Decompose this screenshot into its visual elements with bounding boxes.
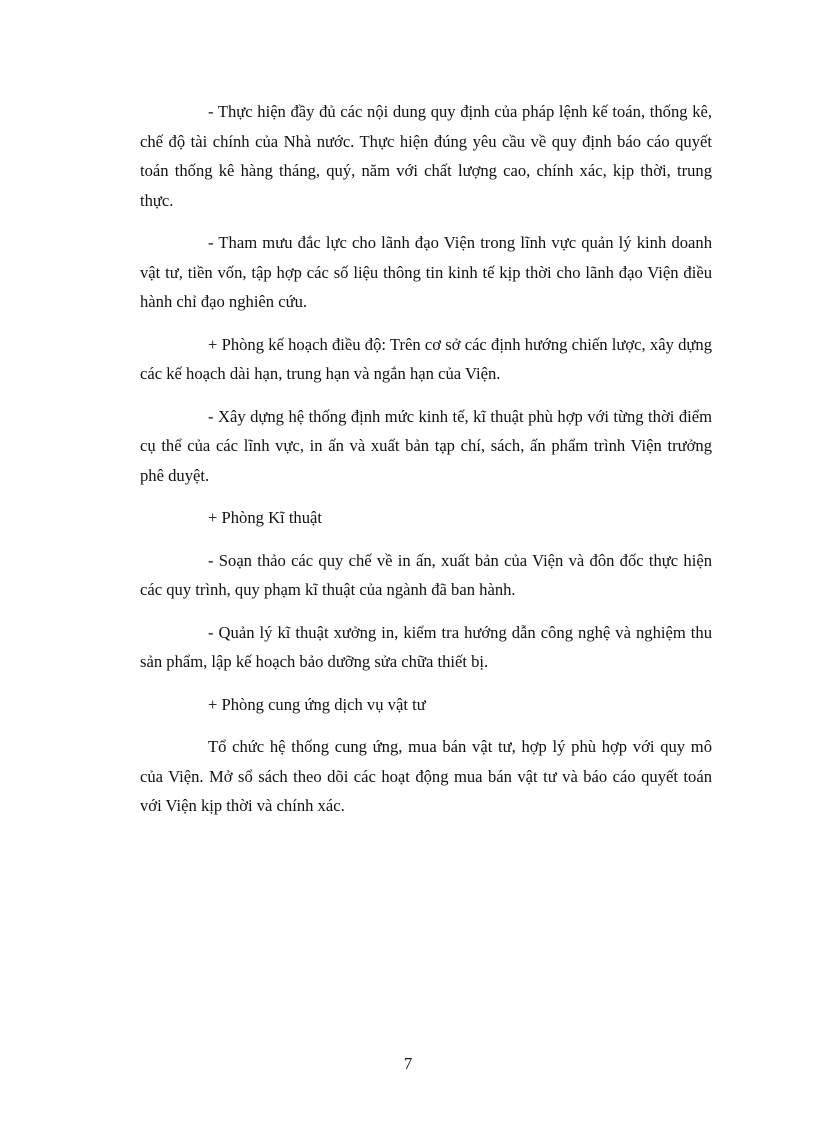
paragraph-advisory-role: - Tham mưu đắc lực cho lãnh đạo Viện trong lĩnh vực quản lý kinh doanh vật tư, tiền vốn, tập hợp các số liệu thông tin kinh tế kịp thời cho lãnh đạo Viện điều hành chỉ đạo nghiên cứu.: [140, 233, 712, 311]
page-number: 7: [403, 1054, 413, 1073]
document-body: [140, 97, 712, 821]
paragraph-accounting-compliance: - Thực hiện đầy đủ các nội dung quy định của pháp lệnh kế toán, thống kê, chế độ tài chính của Nhà nước. Thực hiện đúng yêu cầu về quy định báo cáo quyết toán thống kê hàng tháng, quý, năm với chất lượng cao, chính xác, kịp thời, trung thực.: [140, 102, 712, 210]
paragraph-printing-management: - Quản lý kĩ thuật xưởng in, kiểm tra hướng dẫn công nghệ và nghiệm thu sản phẩm, lập kế hoạch bảo dưỡng sửa chữa thiết bị.: [140, 622, 712, 671]
paragraph-drafting-regulations: - Soạn thảo các quy chế về in ấn, xuất bản của Viện và đôn đốc thực hiện các quy trình, quy phạm kĩ thuật của ngành đã ban hành.: [140, 550, 712, 599]
paragraph-planning-department: + Phòng kế hoạch điều độ: Trên cơ sở các định hướng chiến lược, xây dựng các kế hoạch dài hạn, trung hạn và ngắn hạn của Viện.: [140, 334, 712, 383]
paragraph-supply-department: + Phòng cung ứng dịch vụ vật tư: [208, 694, 426, 714]
paragraph-economic-norms: - Xây dựng hệ thống định mức kinh tế, kĩ thuật phù hợp với từng thời điểm cụ thể của các lĩnh vực, in ấn và xuất bản tạp chí, sách, ấn phẩm trình Viện trưởng phê duyệt.: [140, 406, 712, 485]
paragraph-technical-department: + Phòng Kĩ thuật: [208, 508, 322, 527]
paragraph-supply-organization: Tổ chức hệ thống cung ứng, mua bán vật tư, hợp lý phù hợp với quy mô của Viện. Mở sổ sách theo dõi các hoạt động mua bán vật tư và báo cáo quyết toán với Viện kịp thời và chính xác.: [140, 737, 712, 815]
